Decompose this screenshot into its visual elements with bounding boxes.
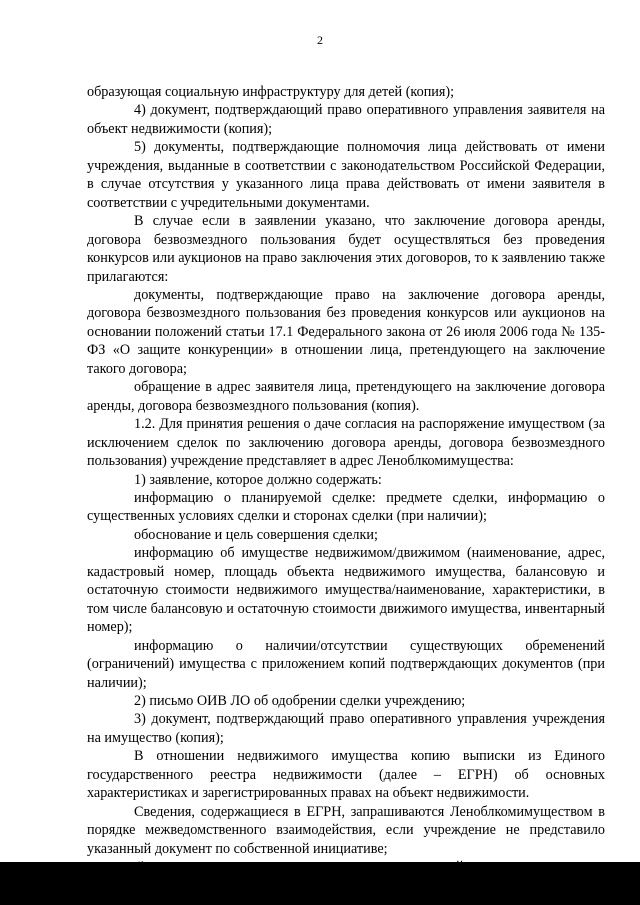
paragraph: 1.2. Для принятия решения о даче согласия на распоряжение имуществом (за исключением сделок по заключению договора аренды, договора безвозмездного пользования) учреждение представляет в адрес Леноблкомимущества: bbox=[87, 416, 605, 470]
scan-border bbox=[0, 862, 640, 905]
paragraph: 4) документ, подтверждающий право оперативного управления заявителя на объект недвижимости (копия); bbox=[87, 102, 605, 137]
paragraph: обоснование и цель совершения сделки; bbox=[134, 526, 378, 543]
paragraph: В отношении недвижимого имущества копию выписки из Единого государственного реестра недвижимости (далее – ЕГРН) об основных характеристиках и зарегистрированных правах на объект недвижимости. bbox=[87, 748, 605, 802]
paragraph: обращение в адрес заявителя лица, претендующего на заключение договора аренды, договора безвозмездного пользования (копия). bbox=[87, 379, 605, 414]
paragraph: документы, подтверждающие право на заключение договора аренды, договора безвозмездного пользования без проведения конкурсов или аукционов на основании положений статьи 17.1 Федерального закона от 26 июля 2006 года № 135-ФЗ «О защите конкуренции» в отношении лица, претендующего на заключение такого договора; bbox=[87, 286, 605, 377]
paragraph: информацию о наличии/отсутствии существующих обременений (ограничений) имущества с приложением копий подтверждающих документов (при наличии); bbox=[87, 637, 605, 691]
paragraph: 2) письмо ОИВ ЛО об одобрении сделки учреждению; bbox=[134, 692, 466, 709]
paragraph: Сведения, содержащиеся в ЕГРН, запрашиваются Леноблкомимуществом в порядке межведомственного взаимодействия, если учреждение не представило указанный документ по собственной инициативе; bbox=[87, 803, 605, 857]
paragraph: информацию об имуществе недвижимом/движимом (наименование, адрес, кадастровый номер, площадь объекта недвижимого имущества, балансовую и остаточную стоимости недвижимого имущества/наименование, характеристики, в том числе балансовую и остаточную стоимости движимого имущества, инвентарный номер); bbox=[87, 545, 605, 636]
paragraph: 1) заявление, которое должно содержать: bbox=[134, 471, 382, 488]
paragraph: 5) документы, подтверждающие полномочия лица действовать от имени учреждения, выданные в соответствии с законодательством Российской Федерации, в случае отсутствия у указанного лица права действовать от имени заявителя в соответствии с учредительными документами. bbox=[87, 139, 605, 211]
paragraph: 3) документ, подтверждающий право оперативного управления учреждения на имущество (копия); bbox=[87, 711, 605, 746]
paragraph: информацию о планируемой сделке: предмете сделки, информацию о существенных условиях сделки и сторонах сделки (при наличии); bbox=[87, 489, 605, 525]
paragraph: образующая социальную инфраструктуру для детей (копия); bbox=[87, 84, 455, 100]
page-number: 2 bbox=[317, 33, 323, 47]
document-body bbox=[87, 83, 605, 876]
paragraph: В случае если в заявлении указано, что заключение договора аренды, договора безвозмездного пользования будет осуществляться без проведения конкурсов или аукционов на право заключения этих договоров, то к заявлению также прилагаются: bbox=[87, 213, 605, 285]
